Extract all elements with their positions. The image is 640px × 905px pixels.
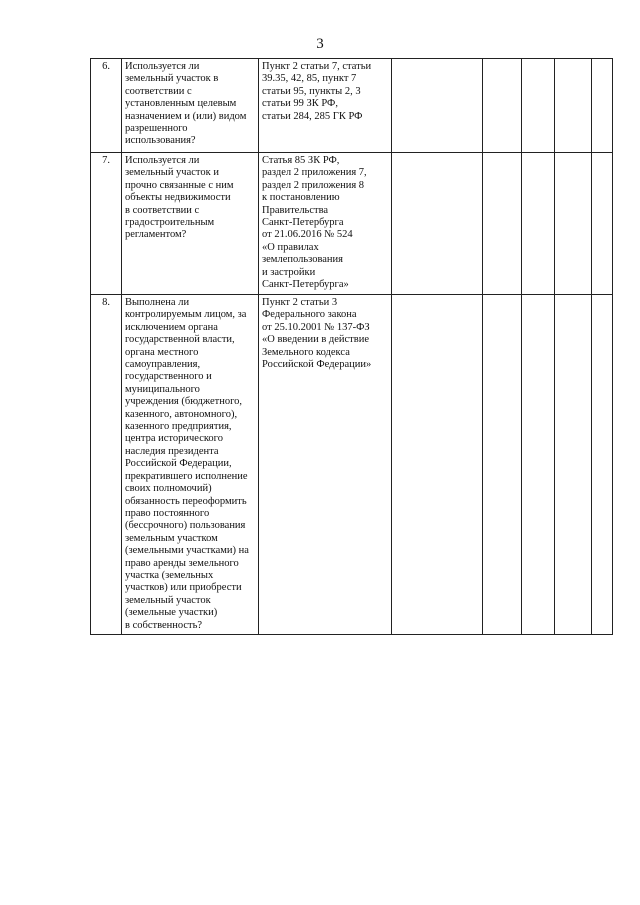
row-number: 8. — [91, 295, 122, 635]
empty-cell — [522, 153, 555, 295]
table-row — [91, 59, 613, 153]
empty-cell — [392, 295, 483, 635]
empty-cell — [522, 59, 555, 153]
page-number: 3 — [316, 36, 324, 52]
empty-cell — [555, 153, 592, 295]
empty-cell — [392, 59, 483, 153]
empty-cell — [483, 59, 522, 153]
legal-basis-cell: Статья 85 ЗК РФ, раздел 2 приложения 7, раздел 2 приложения 8 к постановлению Правительства Санкт-Петербурга от 21.06.2016 № 524 «О правилах землепользования и застройки Санкт-Петербурга» — [259, 153, 392, 295]
empty-cell — [522, 295, 555, 635]
legal-basis-cell: Пункт 2 статьи 3 Федерального закона от 25.10.2001 № 137-ФЗ «О введении в действие Земельного кодекса Российской Федерации» — [259, 295, 392, 635]
legal-basis-cell: Пункт 2 статьи 7, статьи 39.35, 42, 85, пункт 7 статьи 95, пункты 2, 3 статьи 99 ЗК РФ, статьи 284, 285 ГК РФ — [259, 59, 392, 153]
table-row — [91, 153, 613, 295]
empty-cell — [555, 59, 592, 153]
empty-cell — [483, 295, 522, 635]
empty-cell — [555, 295, 592, 635]
row-number: 7. — [91, 153, 122, 295]
empty-cell — [483, 153, 522, 295]
empty-cell — [392, 153, 483, 295]
table-row — [91, 295, 613, 635]
checklist-table — [90, 58, 613, 635]
question-cell: Используется ли земельный участок и прочно связанные с ним объекты недвижимости в соответствии с градостроительным регламентом? — [122, 153, 259, 295]
empty-cell — [592, 295, 613, 635]
question-cell: Используется ли земельный участок в соответствии с установленным целевым назначением и (или) видом разрешенного использования? — [122, 59, 259, 153]
empty-cell — [592, 153, 613, 295]
row-number: 6. — [91, 59, 122, 153]
question-cell: Выполнена ли контролируемым лицом, за исключением органа государственной власти, органа местного самоуправления, государственного и муниципального учреждения (бюджетного, казенного, автономного), казенного предприятия, центра исторического наследия президента Российской Федерации, прекратившего исполнение своих полномочий) обязанность переоформить право постоянного (бессрочного) пользования земельным участком (земельными участками) на право аренды земельного участка (земельных участков) или приобрести земельный участок (земельные участки) в собственность? — [122, 295, 259, 635]
empty-cell — [592, 59, 613, 153]
